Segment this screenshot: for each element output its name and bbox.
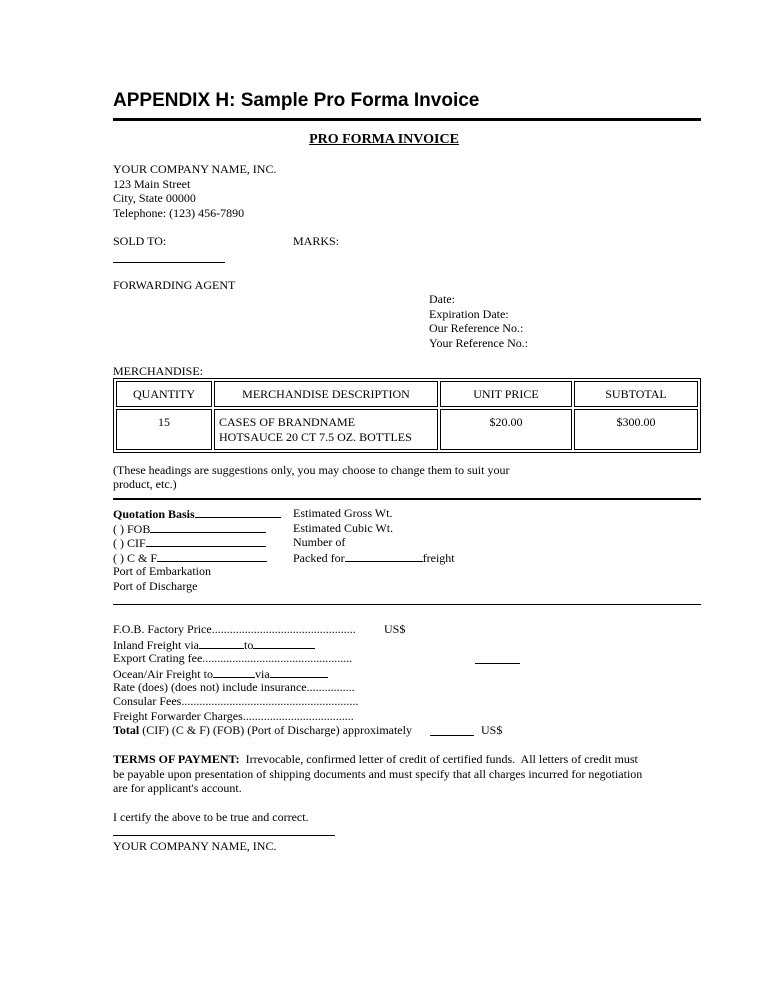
description-line-2: HOTSAUCE 20 CT 7.5 OZ. BOTTLES bbox=[219, 430, 412, 444]
inland-freight-label: Inland Freight via bbox=[113, 638, 199, 652]
forwarding-agent-label: FORWARDING AGENT bbox=[113, 278, 236, 292]
consular-fees-label: Consular Fees........................................................... bbox=[113, 694, 359, 708]
forwarder-charges-label: Freight Forwarder Charges..................................... bbox=[113, 709, 354, 723]
cif-blank bbox=[146, 535, 266, 547]
signature-line bbox=[113, 835, 335, 836]
gross-wt-label: Estimated Gross Wt. bbox=[293, 506, 393, 520]
cf-label: ( ) C & F bbox=[113, 551, 158, 565]
cf-blank bbox=[157, 550, 267, 562]
invoice-title: PRO FORMA INVOICE bbox=[309, 132, 459, 147]
merchandise-table bbox=[113, 378, 701, 453]
cif-label: ( ) CIF bbox=[113, 536, 146, 550]
cell-quantity: 15 bbox=[116, 409, 212, 450]
quotation-basis-label: Quotation Basis bbox=[113, 507, 195, 521]
headings-note-line-2: product, etc.) bbox=[113, 477, 177, 491]
terms-line-2: be payable upon presentation of shipping documents and must specify that all charges incurred for negotiation bbox=[113, 767, 643, 781]
header-unit-price: UNIT PRICE bbox=[440, 381, 572, 407]
export-crating-label: Export Crating fee.................................................. bbox=[113, 651, 353, 665]
quotation-basis-row bbox=[113, 506, 281, 522]
company-telephone: Telephone: (123) 456-7890 bbox=[113, 206, 245, 220]
ocean-air-via-blank bbox=[270, 666, 328, 678]
packed-for-blank bbox=[345, 550, 423, 562]
number-of-label: Number of bbox=[293, 535, 346, 549]
description-line-1: CASES OF BRANDNAME bbox=[219, 415, 356, 429]
title-divider bbox=[113, 118, 701, 121]
insurance-rate-label: Rate (does) (does not) include insurance................ bbox=[113, 680, 355, 694]
packed-for-label: Packed for bbox=[293, 551, 345, 565]
our-reference-label: Our Reference No.: bbox=[429, 321, 524, 335]
section-divider-2 bbox=[113, 604, 701, 605]
header-description: MERCHANDISE DESCRIPTION bbox=[214, 381, 438, 407]
sold-to-line bbox=[113, 262, 225, 263]
cubic-wt-label: Estimated Cubic Wt. bbox=[293, 521, 394, 535]
port-discharge-label: Port of Discharge bbox=[113, 579, 198, 593]
appendix-title: APPENDIX H: Sample Pro Forma Invoice bbox=[113, 90, 480, 111]
terms-line-3: are for applicant's account. bbox=[113, 781, 242, 795]
ocean-air-via-label: via bbox=[254, 667, 270, 681]
freight-label: freight bbox=[422, 551, 455, 565]
company-city: City, State 00000 bbox=[113, 191, 196, 205]
header-quantity: QUANTITY bbox=[116, 381, 212, 407]
marks-label: MARKS: bbox=[293, 234, 340, 248]
total-description: (CIF) (C & F) (FOB) (Port of Discharge) approximately bbox=[139, 723, 412, 737]
sold-to-label: SOLD TO: bbox=[113, 234, 167, 248]
terms-text-1: Irrevocable, confirmed letter of credit of certified funds. All letters of credit must bbox=[239, 752, 638, 766]
ocean-air-to-blank bbox=[213, 666, 255, 678]
expiration-date-label: Expiration Date: bbox=[429, 307, 509, 321]
total-amount-line bbox=[430, 735, 474, 736]
total-currency: US$ bbox=[481, 723, 503, 737]
date-label: Date: bbox=[429, 292, 455, 306]
merchandise-label: MERCHANDISE: bbox=[113, 364, 204, 378]
company-name: YOUR COMPANY NAME, INC. bbox=[113, 162, 277, 176]
your-reference-label: Your Reference No.: bbox=[429, 336, 529, 350]
signature-company-name: YOUR COMPANY NAME, INC. bbox=[113, 839, 277, 853]
company-street: 123 Main Street bbox=[113, 177, 191, 191]
certify-statement: I certify the above to be true and correct. bbox=[113, 810, 309, 824]
section-divider-1 bbox=[113, 498, 701, 500]
fob-factory-label: F.O.B. Factory Price................................................ bbox=[113, 622, 356, 636]
fob-factory-currency: US$ bbox=[384, 622, 406, 636]
quotation-basis-blank bbox=[195, 506, 281, 518]
cell-description bbox=[214, 409, 438, 450]
ocean-air-label: Ocean/Air Freight to bbox=[113, 667, 213, 681]
cell-subtotal: $300.00 bbox=[574, 409, 698, 450]
terms-label: TERMS OF PAYMENT: bbox=[113, 752, 240, 766]
total-row bbox=[113, 723, 412, 738]
table-header-row bbox=[116, 381, 698, 407]
port-embarkation-label: Port of Embarkation bbox=[113, 564, 211, 578]
headings-note-line-1: (These headings are suggestions only, you may choose to change them to suit your bbox=[113, 463, 510, 477]
export-crating-amount-line bbox=[475, 663, 520, 664]
table-row bbox=[116, 409, 698, 450]
fob-label: ( ) FOB bbox=[113, 522, 151, 536]
cif-row bbox=[113, 535, 266, 551]
inland-freight-to-label: to bbox=[243, 638, 254, 652]
total-label: Total bbox=[113, 723, 140, 737]
terms-line-1 bbox=[113, 752, 638, 767]
header-subtotal: SUBTOTAL bbox=[574, 381, 698, 407]
fob-blank bbox=[150, 521, 266, 533]
inland-freight-to-blank bbox=[253, 637, 315, 649]
packed-for-row bbox=[293, 550, 455, 566]
inland-freight-via-blank bbox=[199, 637, 244, 649]
cell-unit-price: $20.00 bbox=[440, 409, 572, 450]
